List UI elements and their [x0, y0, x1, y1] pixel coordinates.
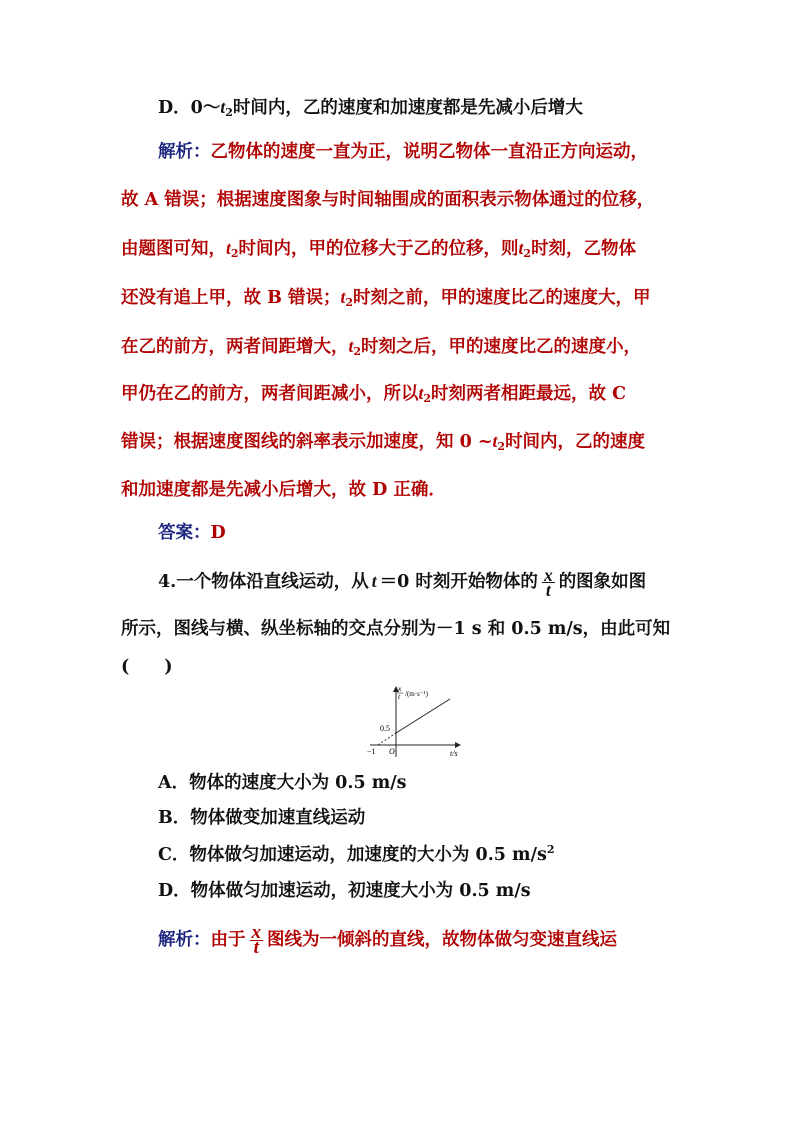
- y-axis-frac-den: t: [398, 692, 401, 701]
- analysis-line-5: 在乙的前方，两者间距增大，$t_2$时刻之后，甲的速度比乙的速度小，: [121, 336, 642, 358]
- extrapolated-dashed-line: [378, 733, 396, 745]
- option-a[interactable]: A．物体的速度大小为 0.5 m/s: [158, 773, 407, 793]
- question-4-line-2: 所示，图线与横、纵坐标轴的交点分别为－1 s 和 0.5 m/s，由此可知: [121, 619, 671, 639]
- y-axis-frac-num: x: [398, 684, 402, 693]
- y-axis-unit: /(m·s⁻¹): [405, 690, 428, 698]
- analysis-line-8: 和加速度都是先减小后增大，故 D 正确．: [121, 480, 446, 500]
- answer-label: 答案：: [158, 523, 211, 543]
- option-d[interactable]: D．物体做匀加速运动，初速度大小为 0.5 m/s: [158, 881, 531, 901]
- x-over-t-fraction: $\frac{x}{t}$: [543, 565, 553, 600]
- question-4-line-1: 4.一个物体沿直线运动，从 t ＝0 时刻开始物体的 $\frac{x}{t}$ 的图象如图: [158, 565, 647, 600]
- y-tick-label: 0.5: [380, 724, 390, 733]
- x-axis-label: t/s: [450, 749, 458, 758]
- option-c[interactable]: C．物体做匀加速运动，加速度的大小为 0.5 $m/s^2$: [158, 843, 555, 865]
- analysis-line-2: 故 A 错误；根据速度图象与时间轴围成的面积表示物体通过的位移，: [121, 190, 655, 210]
- analysis-line-6: 甲仍在乙的前方，两者间距减小，所以$t_2$时刻两者相距最远，故 C: [121, 383, 627, 405]
- analysis-line-3: 由题图可知，$t_2$时间内，甲的位移大于乙的位移，则$t_2$时刻，乙物体: [121, 238, 637, 260]
- analysis-line-1: 解析：乙物体的速度一直为正，说明乙物体一直沿正方向运动，: [158, 142, 648, 162]
- origin-label: O: [389, 747, 395, 756]
- analysis-label-2: 解析：: [158, 930, 211, 950]
- option-d-previous: D．$0\sim t_2$时间内，乙的速度和加速度都是先减小后增大: [158, 97, 583, 119]
- answer-line: [158, 521, 226, 545]
- x-over-t-graph: [364, 679, 464, 761]
- analysis-line-4: 还没有追上甲，故 B 错误；$t_2$时刻之前，甲的速度比乙的速度大，甲: [121, 287, 651, 309]
- graph-line: [396, 699, 450, 733]
- option-b[interactable]: B．物体做变加速直线运动: [158, 808, 366, 828]
- x-over-t-fraction-2: $\frac{x}{t}$: [251, 922, 261, 958]
- question-4-analysis-line-1: 解析：由于 $\frac{x}{t}$ 图线为一倾斜的直线，故物体做匀变速直线运: [158, 922, 617, 958]
- analysis-line-7: 错误；根据速度图线的斜率表示加速度，知 0 $\sim t_2$时间内，乙的速度: [121, 431, 646, 453]
- question-4-line-3: ( ): [121, 657, 173, 677]
- answer-value: D: [210, 523, 226, 543]
- x-tick-label: −1: [367, 747, 376, 756]
- analysis-label: 解析：: [158, 142, 211, 162]
